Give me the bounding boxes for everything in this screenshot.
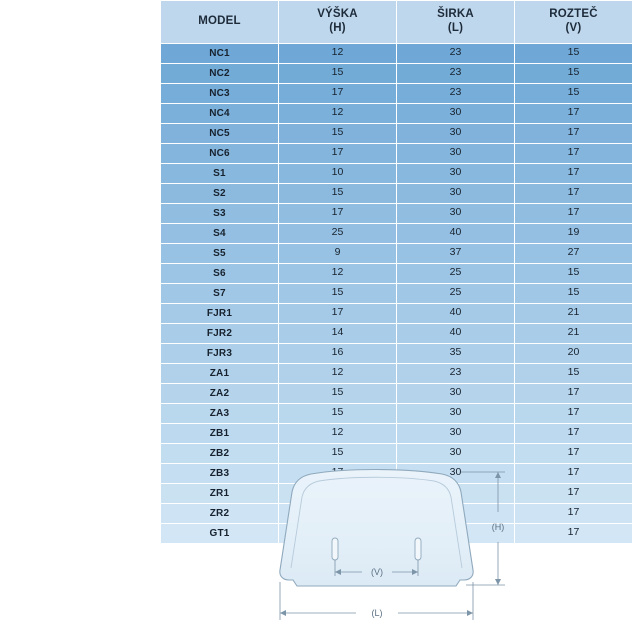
table-row [161, 383, 632, 403]
cell-height: 12 [279, 363, 397, 383]
cell-spacing: 17 [515, 503, 632, 523]
cell-height: 15 [279, 443, 397, 463]
cell-model: NC5 [161, 123, 279, 143]
table-row [161, 403, 632, 423]
cell-spacing: 15 [515, 263, 632, 283]
cell-spacing: 21 [515, 323, 632, 343]
cell-model: ZR2 [161, 503, 279, 523]
column-header-spacing [515, 1, 632, 44]
cell-width: 25 [397, 263, 515, 283]
column-header-spacing-line2: (V) [565, 22, 582, 35]
table-header-row [161, 1, 632, 44]
cell-spacing: 20 [515, 343, 632, 363]
cell-model: ZA3 [161, 403, 279, 423]
cell-height: 15 [279, 283, 397, 303]
cell-model: ZB1 [161, 423, 279, 443]
column-header-model-line1: MODEL [198, 15, 241, 28]
table-row [161, 143, 632, 163]
cell-width: 30 [397, 443, 515, 463]
column-header-model [161, 1, 279, 44]
column-header-width-line2: (L) [447, 22, 464, 35]
cell-model: S6 [161, 263, 279, 283]
cell-height: 15 [279, 403, 397, 423]
cell-model: NC4 [161, 103, 279, 123]
cell-width: 30 [397, 403, 515, 423]
table-header [161, 1, 632, 44]
cell-height: 15 [279, 123, 397, 143]
dimension-l-label: (L) [371, 608, 383, 618]
cell-spacing: 17 [515, 143, 632, 163]
cell-spacing: 17 [515, 403, 632, 423]
footer-spacer [0, 624, 632, 632]
cell-height: 17 [279, 83, 397, 103]
cell-spacing: 15 [515, 43, 632, 63]
table-row [161, 203, 632, 223]
cell-width: 23 [397, 63, 515, 83]
cell-spacing: 15 [515, 83, 632, 103]
cell-width: 30 [397, 183, 515, 203]
cell-width: 25 [397, 283, 515, 303]
column-header-height [279, 1, 397, 44]
cell-height: 16 [279, 343, 397, 363]
cell-height: 17 [279, 303, 397, 323]
cell-width: 23 [397, 83, 515, 103]
table-row [161, 183, 632, 203]
cell-spacing: 17 [515, 443, 632, 463]
cell-spacing: 15 [515, 363, 632, 383]
cell-model: S4 [161, 223, 279, 243]
table-row [161, 303, 632, 323]
cell-spacing: 17 [515, 423, 632, 443]
cell-model: S5 [161, 243, 279, 263]
cell-model: S2 [161, 183, 279, 203]
table-row [161, 423, 632, 443]
cell-spacing: 15 [515, 283, 632, 303]
cell-spacing: 17 [515, 523, 632, 543]
cell-width: 30 [397, 103, 515, 123]
table-row [161, 163, 632, 183]
cell-height: 10 [279, 163, 397, 183]
table-row [161, 63, 632, 83]
cell-width: 40 [397, 303, 515, 323]
cell-width: 30 [397, 123, 515, 143]
cell-width: 30 [397, 203, 515, 223]
cell-spacing: 19 [515, 223, 632, 243]
cell-width: 40 [397, 223, 515, 243]
cell-height: 15 [279, 383, 397, 403]
cell-model: NC6 [161, 143, 279, 163]
cell-spacing: 21 [515, 303, 632, 323]
cell-spacing: 17 [515, 203, 632, 223]
cell-model: NC3 [161, 83, 279, 103]
cell-height: 17 [279, 143, 397, 163]
cell-spacing: 17 [515, 123, 632, 143]
cell-model: NC1 [161, 43, 279, 63]
cell-height: 15 [279, 63, 397, 83]
cell-spacing: 17 [515, 463, 632, 483]
cell-height: 12 [279, 103, 397, 123]
cell-height: 15 [279, 183, 397, 203]
cell-width: 35 [397, 343, 515, 363]
cell-width: 37 [397, 243, 515, 263]
cell-model: ZR1 [161, 483, 279, 503]
cell-model: S1 [161, 163, 279, 183]
cell-width: 40 [397, 323, 515, 343]
cell-height: 9 [279, 243, 397, 263]
table-row [161, 43, 632, 63]
cell-height: 17 [279, 203, 397, 223]
cell-model: FJR1 [161, 303, 279, 323]
cell-spacing: 27 [515, 243, 632, 263]
column-header-width [397, 1, 515, 44]
cell-width: 23 [397, 43, 515, 63]
table-row [161, 83, 632, 103]
cell-width: 30 [397, 463, 515, 483]
cell-spacing: 17 [515, 183, 632, 203]
table-row [161, 363, 632, 383]
table-row [161, 103, 632, 123]
cell-width: 30 [397, 143, 515, 163]
cell-height: 14 [279, 323, 397, 343]
cell-spacing: 17 [515, 103, 632, 123]
cell-model: GT1 [161, 523, 279, 543]
cell-spacing: 17 [515, 383, 632, 403]
cell-model: ZB3 [161, 463, 279, 483]
cell-model: S3 [161, 203, 279, 223]
table-row [161, 323, 632, 343]
cell-model: S7 [161, 283, 279, 303]
cell-spacing: 17 [515, 163, 632, 183]
table-row [161, 263, 632, 283]
dimension-h-label: (H) [491, 522, 505, 532]
cell-model: FJR2 [161, 323, 279, 343]
column-header-width-line1: ŠIRKA [437, 8, 474, 20]
table-row [161, 343, 632, 363]
cell-height: 25 [279, 223, 397, 243]
cell-width: 30 [397, 163, 515, 183]
cell-width: 30 [397, 383, 515, 403]
cell-model: FJR3 [161, 343, 279, 363]
dimension-v-label: (V) [371, 567, 383, 577]
cell-height: 12 [279, 263, 397, 283]
cell-model: ZA2 [161, 383, 279, 403]
cell-height: 12 [279, 423, 397, 443]
cell-spacing: 17 [515, 483, 632, 503]
column-header-spacing-line1: ROZTEČ [549, 8, 598, 20]
table-row [161, 243, 632, 263]
table-row [161, 283, 632, 303]
cell-width: 23 [397, 363, 515, 383]
column-header-height-line2: (H) [329, 22, 346, 35]
table-row [161, 123, 632, 143]
cell-spacing: 15 [515, 63, 632, 83]
windscreen-technical-drawing [160, 452, 632, 632]
cell-width: 30 [397, 423, 515, 443]
table-row [161, 223, 632, 243]
cell-model: ZB2 [161, 443, 279, 463]
column-header-height-line1: VÝŠKA [317, 8, 358, 20]
cell-model: NC2 [161, 63, 279, 83]
cell-model: ZA1 [161, 363, 279, 383]
cell-height: 12 [279, 43, 397, 63]
